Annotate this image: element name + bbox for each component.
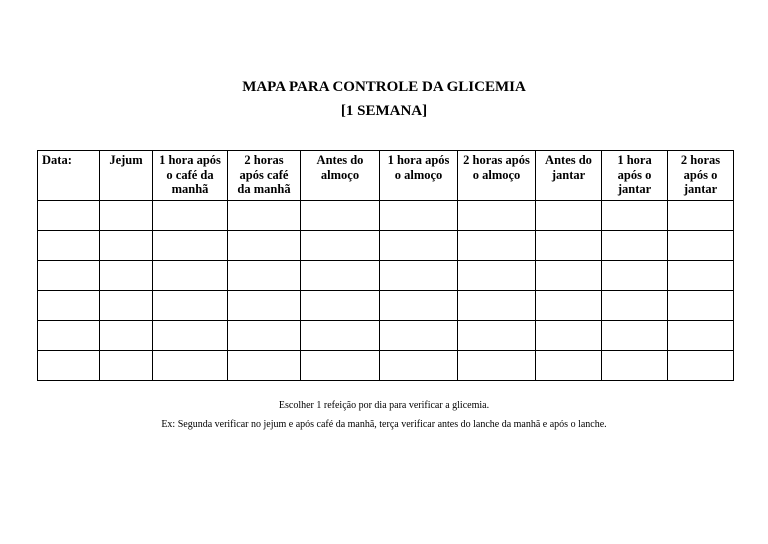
table-cell: [458, 231, 536, 261]
table-cell: [536, 321, 602, 351]
header-2h-after-lunch: 2 horas após o almoço: [458, 151, 536, 201]
table-cell: [153, 231, 228, 261]
table-row: [38, 231, 734, 261]
table-row: [38, 351, 734, 381]
table-cell: [536, 261, 602, 291]
table-cell: [458, 351, 536, 381]
table-cell: [380, 231, 458, 261]
table-cell: [301, 321, 380, 351]
table-cell: [38, 201, 100, 231]
table-cell: [668, 321, 734, 351]
header-2h-after-dinner: 2 horas após o jantar: [668, 151, 734, 201]
table-cell: [153, 351, 228, 381]
instruction-note: Escolher 1 refeição por dia para verificar a glicemia.: [278, 400, 490, 411]
table-cell: [602, 261, 668, 291]
table-cell: [228, 201, 301, 231]
table-cell: [301, 351, 380, 381]
table-cell: [668, 291, 734, 321]
table-cell: [100, 231, 153, 261]
header-date: Data:: [38, 151, 100, 201]
table-cell: [380, 351, 458, 381]
glucose-table: [37, 150, 734, 381]
page-subtitle: [1 SEMANA]: [340, 103, 428, 119]
header-1h-after-dinner: 1 hora após o jantar: [602, 151, 668, 201]
table-cell: [100, 321, 153, 351]
table-cell: [100, 291, 153, 321]
example-note: Ex: Segunda verificar no jejum e após café da manhã, terça verificar antes do lanche da manhã e após o lanche.: [161, 419, 607, 430]
table-cell: [228, 321, 301, 351]
table-cell: [602, 201, 668, 231]
table-cell: [536, 201, 602, 231]
page-title: MAPA PARA CONTROLE DA GLICEMIA: [242, 79, 526, 95]
table-cell: [536, 231, 602, 261]
table-cell: [458, 201, 536, 231]
table-cell: [668, 201, 734, 231]
table-cell: [100, 201, 153, 231]
table-row: [38, 291, 734, 321]
table-cell: [458, 321, 536, 351]
table-cell: [668, 231, 734, 261]
table-cell: [153, 291, 228, 321]
table-cell: [228, 261, 301, 291]
table-cell: [602, 291, 668, 321]
table-cell: [228, 291, 301, 321]
table-cell: [458, 261, 536, 291]
header-fasting: Jejum: [100, 151, 153, 201]
header-before-lunch: Antes do almoço: [301, 151, 380, 201]
table-cell: [536, 351, 602, 381]
table-cell: [602, 231, 668, 261]
table-cell: [380, 291, 458, 321]
table-cell: [153, 261, 228, 291]
table-cell: [301, 231, 380, 261]
header-2h-after-breakfast: 2 horas após café da manhã: [228, 151, 301, 201]
table-cell: [38, 261, 100, 291]
table-cell: [301, 261, 380, 291]
table-cell: [301, 201, 380, 231]
table-body: [38, 201, 734, 381]
table-cell: [38, 351, 100, 381]
table-row: [38, 261, 734, 291]
table-cell: [602, 321, 668, 351]
table-header-row: [38, 151, 734, 201]
table-cell: [536, 291, 602, 321]
table-row: [38, 321, 734, 351]
table-cell: [100, 261, 153, 291]
table-cell: [668, 351, 734, 381]
header-before-dinner: Antes do jantar: [536, 151, 602, 201]
table-cell: [228, 351, 301, 381]
table-cell: [301, 291, 380, 321]
table-cell: [38, 291, 100, 321]
table-cell: [602, 351, 668, 381]
table-cell: [100, 351, 153, 381]
table-cell: [380, 321, 458, 351]
table-cell: [380, 261, 458, 291]
header-1h-after-breakfast: 1 hora após o café da manhã: [153, 151, 228, 201]
table-cell: [380, 201, 458, 231]
table-row: [38, 201, 734, 231]
table-cell: [153, 201, 228, 231]
table-cell: [38, 321, 100, 351]
table-cell: [153, 321, 228, 351]
table-cell: [38, 231, 100, 261]
header-1h-after-lunch: 1 hora após o almoço: [380, 151, 458, 201]
table-cell: [458, 291, 536, 321]
table-cell: [228, 231, 301, 261]
table-cell: [668, 261, 734, 291]
